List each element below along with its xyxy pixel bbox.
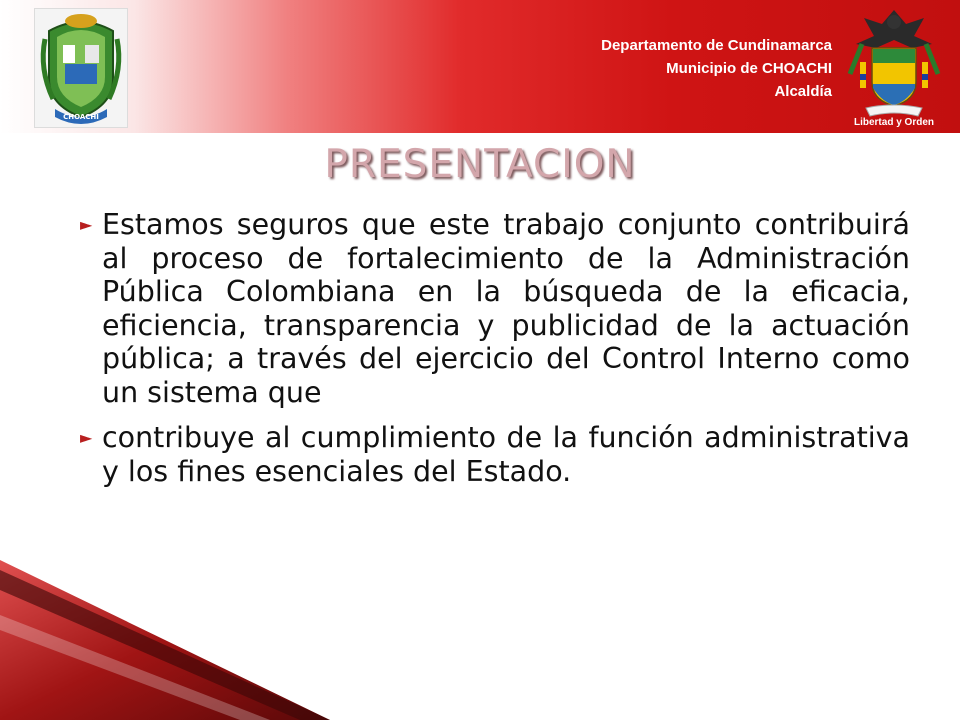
bullet-text: contribuye al cumplimiento de la función administrativa y los fines esenciales del Estado. xyxy=(102,421,910,488)
left-logo-text: CHOACHI xyxy=(63,113,99,121)
office-name: Alcaldía xyxy=(774,83,832,100)
list-item xyxy=(80,208,910,409)
slide-title: PRESENTACION xyxy=(324,142,636,187)
colombia-coat-of-arms-icon xyxy=(846,4,942,128)
choachi-shield-icon xyxy=(34,8,128,128)
triangle-right-icon: ► xyxy=(80,428,93,447)
decorative-wedge xyxy=(0,560,960,720)
triangle-right-icon: ► xyxy=(80,215,93,234)
header-department-block xyxy=(601,34,832,103)
municipality-name: Municipio de CHOACHI xyxy=(666,60,832,77)
department-name: Departamento de Cundinamarca xyxy=(601,37,832,54)
bullet-text: Estamos seguros que este trabajo conjunto contribuirá al proceso de fortalecimiento de la Administración Pública Colombiana en la búsqueda de la eficacia, eficiencia, transparencia y publicidad de la actuación pública; a través del ejercicio del Control Interno como un sistema que xyxy=(102,208,910,409)
right-logo-text: Libertad y Orden xyxy=(853,117,935,128)
bullet-list xyxy=(80,208,910,500)
list-item xyxy=(80,421,910,488)
